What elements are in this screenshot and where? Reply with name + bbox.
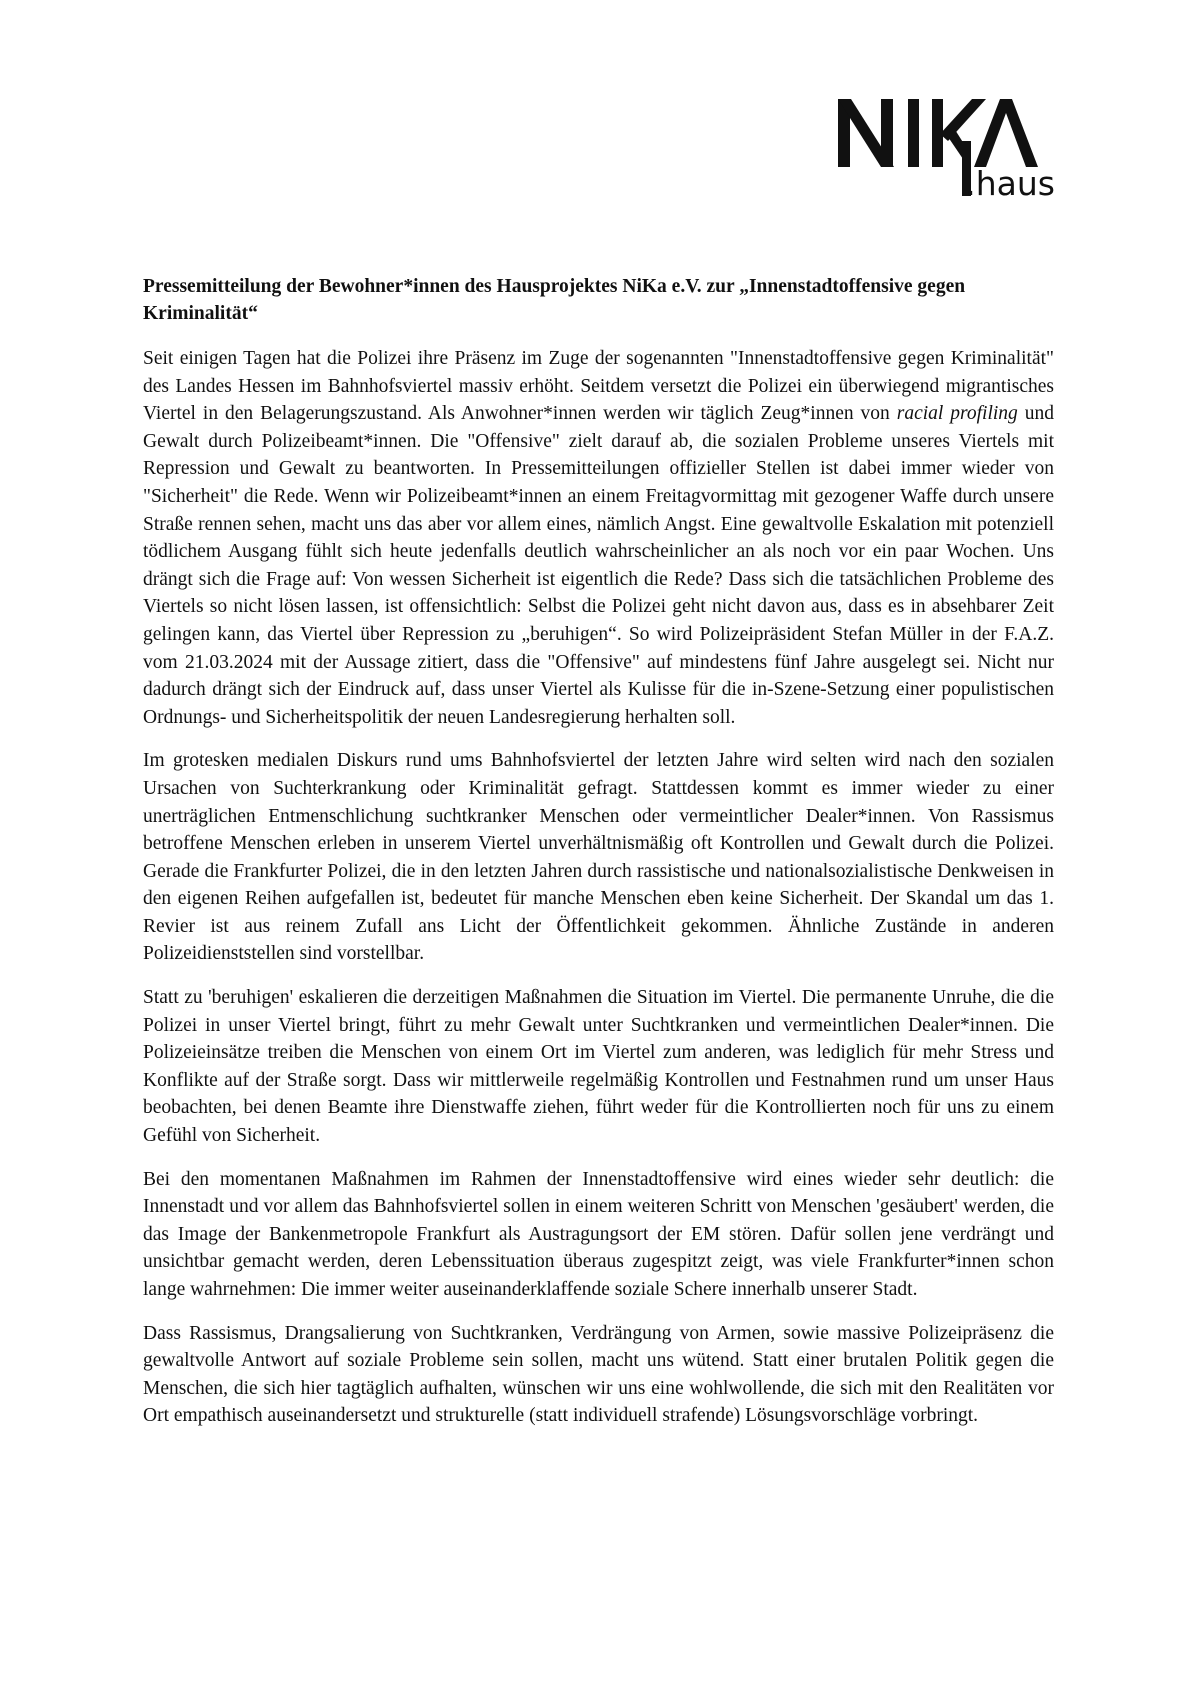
paragraph-text: Dass Rassismus, Drangsalierung von Suchtkranken, Verdrängung von Armen, sowie massive Polizeipräsenz die gewaltvolle Antwort auf soziale Probleme sein sollen, macht uns wütend. Statt einer brutalen Politik gegen die Menschen, die sich hier tagtäglich aufhalten, wünschen wir uns eine wohlwollende, die sich mit den Realitäten vor Ort empathisch auseinandersetzt und strukturelle (statt individuell strafende) Lösungsvorschläge vorbringt. [143, 1322, 1054, 1427]
paragraph-text: Statt zu 'beruhigen' eskalieren die derzeitigen Maßnahmen die Situation im Viertel. Die permanente Unruhe, die die Polizei in unser Viertel bringt, führt zu mehr Gewalt unter Suchtkranken und vermeintlichen Dealer*innen. Die Polizeieinsätze treiben die Menschen von einem Ort im Viertel zum anderen, was lediglich für mehr Stress und Konflikte auf der Straße sorgt. Dass wir mittlerweile regelmäßig Kontrollen und Festnahmen rund um unser Haus beobachten, bei denen Beamte ihre Dienstwaffe ziehen, führt weder für die Kontrollierten noch für uns zu einem Gefühl von Sicherheit. [143, 987, 1054, 1147]
body-paragraph [143, 984, 1054, 1150]
paragraph-text: und Gewalt durch Polizeibeamt*innen. Die "Offensive" zielt darauf ab, die sozialen Probleme unseres Viertels mit Repression und Gewalt zu beantworten. In Pressemitteilungen offizieller Stellen ist dabei immer wieder von "Sicherheit" die Rede. Wenn wir Polizeibeamt*innen an einem Freitagvormittag mit gezogener Waffe durch unsere Straße rennen sehen, macht uns das aber vor allem eines, nämlich Angst. Eine gewaltvolle Eskalation mit potenziell tödlichem Ausgang fühlt sich heute jedenfalls deutlich wahrscheinlicher an als noch vor ein paar Wochen. Uns drängt sich die Frage auf: Von wessen Sicherheit ist eigentlich die Rede? Dass sich die tatsächlichen Probleme des Viertels so nicht lösen lassen, ist offensichtlich: Selbst die Polizei geht nicht davon aus, dass es in absehbarer Zeit gelingen kann, das Viertel über Repression zu „beruhigen“. So wird Polizeipräsident Stefan Müller in der F.A.Z. vom 21.03.2024 mit der Aussage zitiert, dass die "Offensive" auf mindestens fünf Jahre ausgelegt sei. Nicht nur dadurch drängt sich der Eindruck auf, dass unser Viertel als Kulisse für die in-Szene-Setzung einer populistischen Ordnungs- und Sicherheitspolitik der neuen Landesregierung herhalten soll. [143, 403, 1055, 728]
paragraph-text: Im grotesken medialen Diskurs rund ums Bahnhofsviertel der letzten Jahre wird selten wird nach den sozialen Ursachen von Suchterkrankung oder Kriminalität gefragt. Stattdessen kommt es immer wieder zu einer unerträglichen Entmenschlichung suchtkranker Menschen oder vermeintlicher Dealer*innen. Von Rassismus betroffene Menschen erleben in unserem Viertel unverhältnismäßig oft Kontrollen und Gewalt durch die Polizei. Gerade die Frankfurter Polizei, die in den letzten Jahren durch rassistische und nationalsozialistische Denkweisen in den eigenen Reihen aufgefallen ist, bedeutet für manche Menschen eben keine Sicherheit. Der Skandal um das 1. Revier ist aus reinem Zufall ans Licht der Öffentlichkeit gekommen. Ähnliche Zustände in anderen Polizeidienststellen sind vorstellbar. [143, 750, 1054, 965]
italic-text: racial profiling [896, 403, 1018, 425]
body-paragraph [143, 345, 1054, 731]
nika-logo-graphic [836, 97, 1056, 207]
body-paragraph [143, 1166, 1054, 1304]
nika-haus-logo [836, 97, 1056, 207]
body-paragraph [143, 1320, 1054, 1430]
body-paragraph [143, 747, 1054, 968]
body-paragraphs [143, 345, 1054, 1430]
paragraph-text: Seit einigen Tagen hat die Polizei ihre Präsenz im Zuge der sogenannten "Innenstadtoffensive gegen Kriminalität" des Landes Hessen im Bahnhofsviertel massiv erhöht. Seitdem versetzt die Polizei ein überwiegend migrantisches Viertel in den Belagerungszustand. Als Anwohner*innen werden wir täglich Zeug*innen von [143, 348, 1054, 425]
document-title: Pressemitteilung der Bewohner*innen des Hausprojektes NiKa e.V. zur „Innenstadtoffensive gegen Kriminalität“ [143, 276, 966, 324]
logo-sub-text: .haus [965, 164, 1055, 203]
press-release [143, 273, 1054, 1446]
paragraph-text: Bei den momentanen Maßnahmen im Rahmen der Innenstadtoffensive wird eines wieder sehr deutlich: die Innenstadt und vor allem das Bahnhofsviertel sollen in einem weiteren Schritt von Menschen 'gesäubert' werden, die das Image der Bankenmetropole Frankfurt als Austragungsort der EM stören. Dafür sollen jene verdrängt und unsichtbar gemacht werden, deren Lebenssituation überaus zugespitzt zeigt, was viele Frankfurter*innen schon lange wahrnehmen: Die immer weiter auseinanderklaffende soziale Schere innerhalb unserer Stadt. [143, 1168, 1054, 1300]
